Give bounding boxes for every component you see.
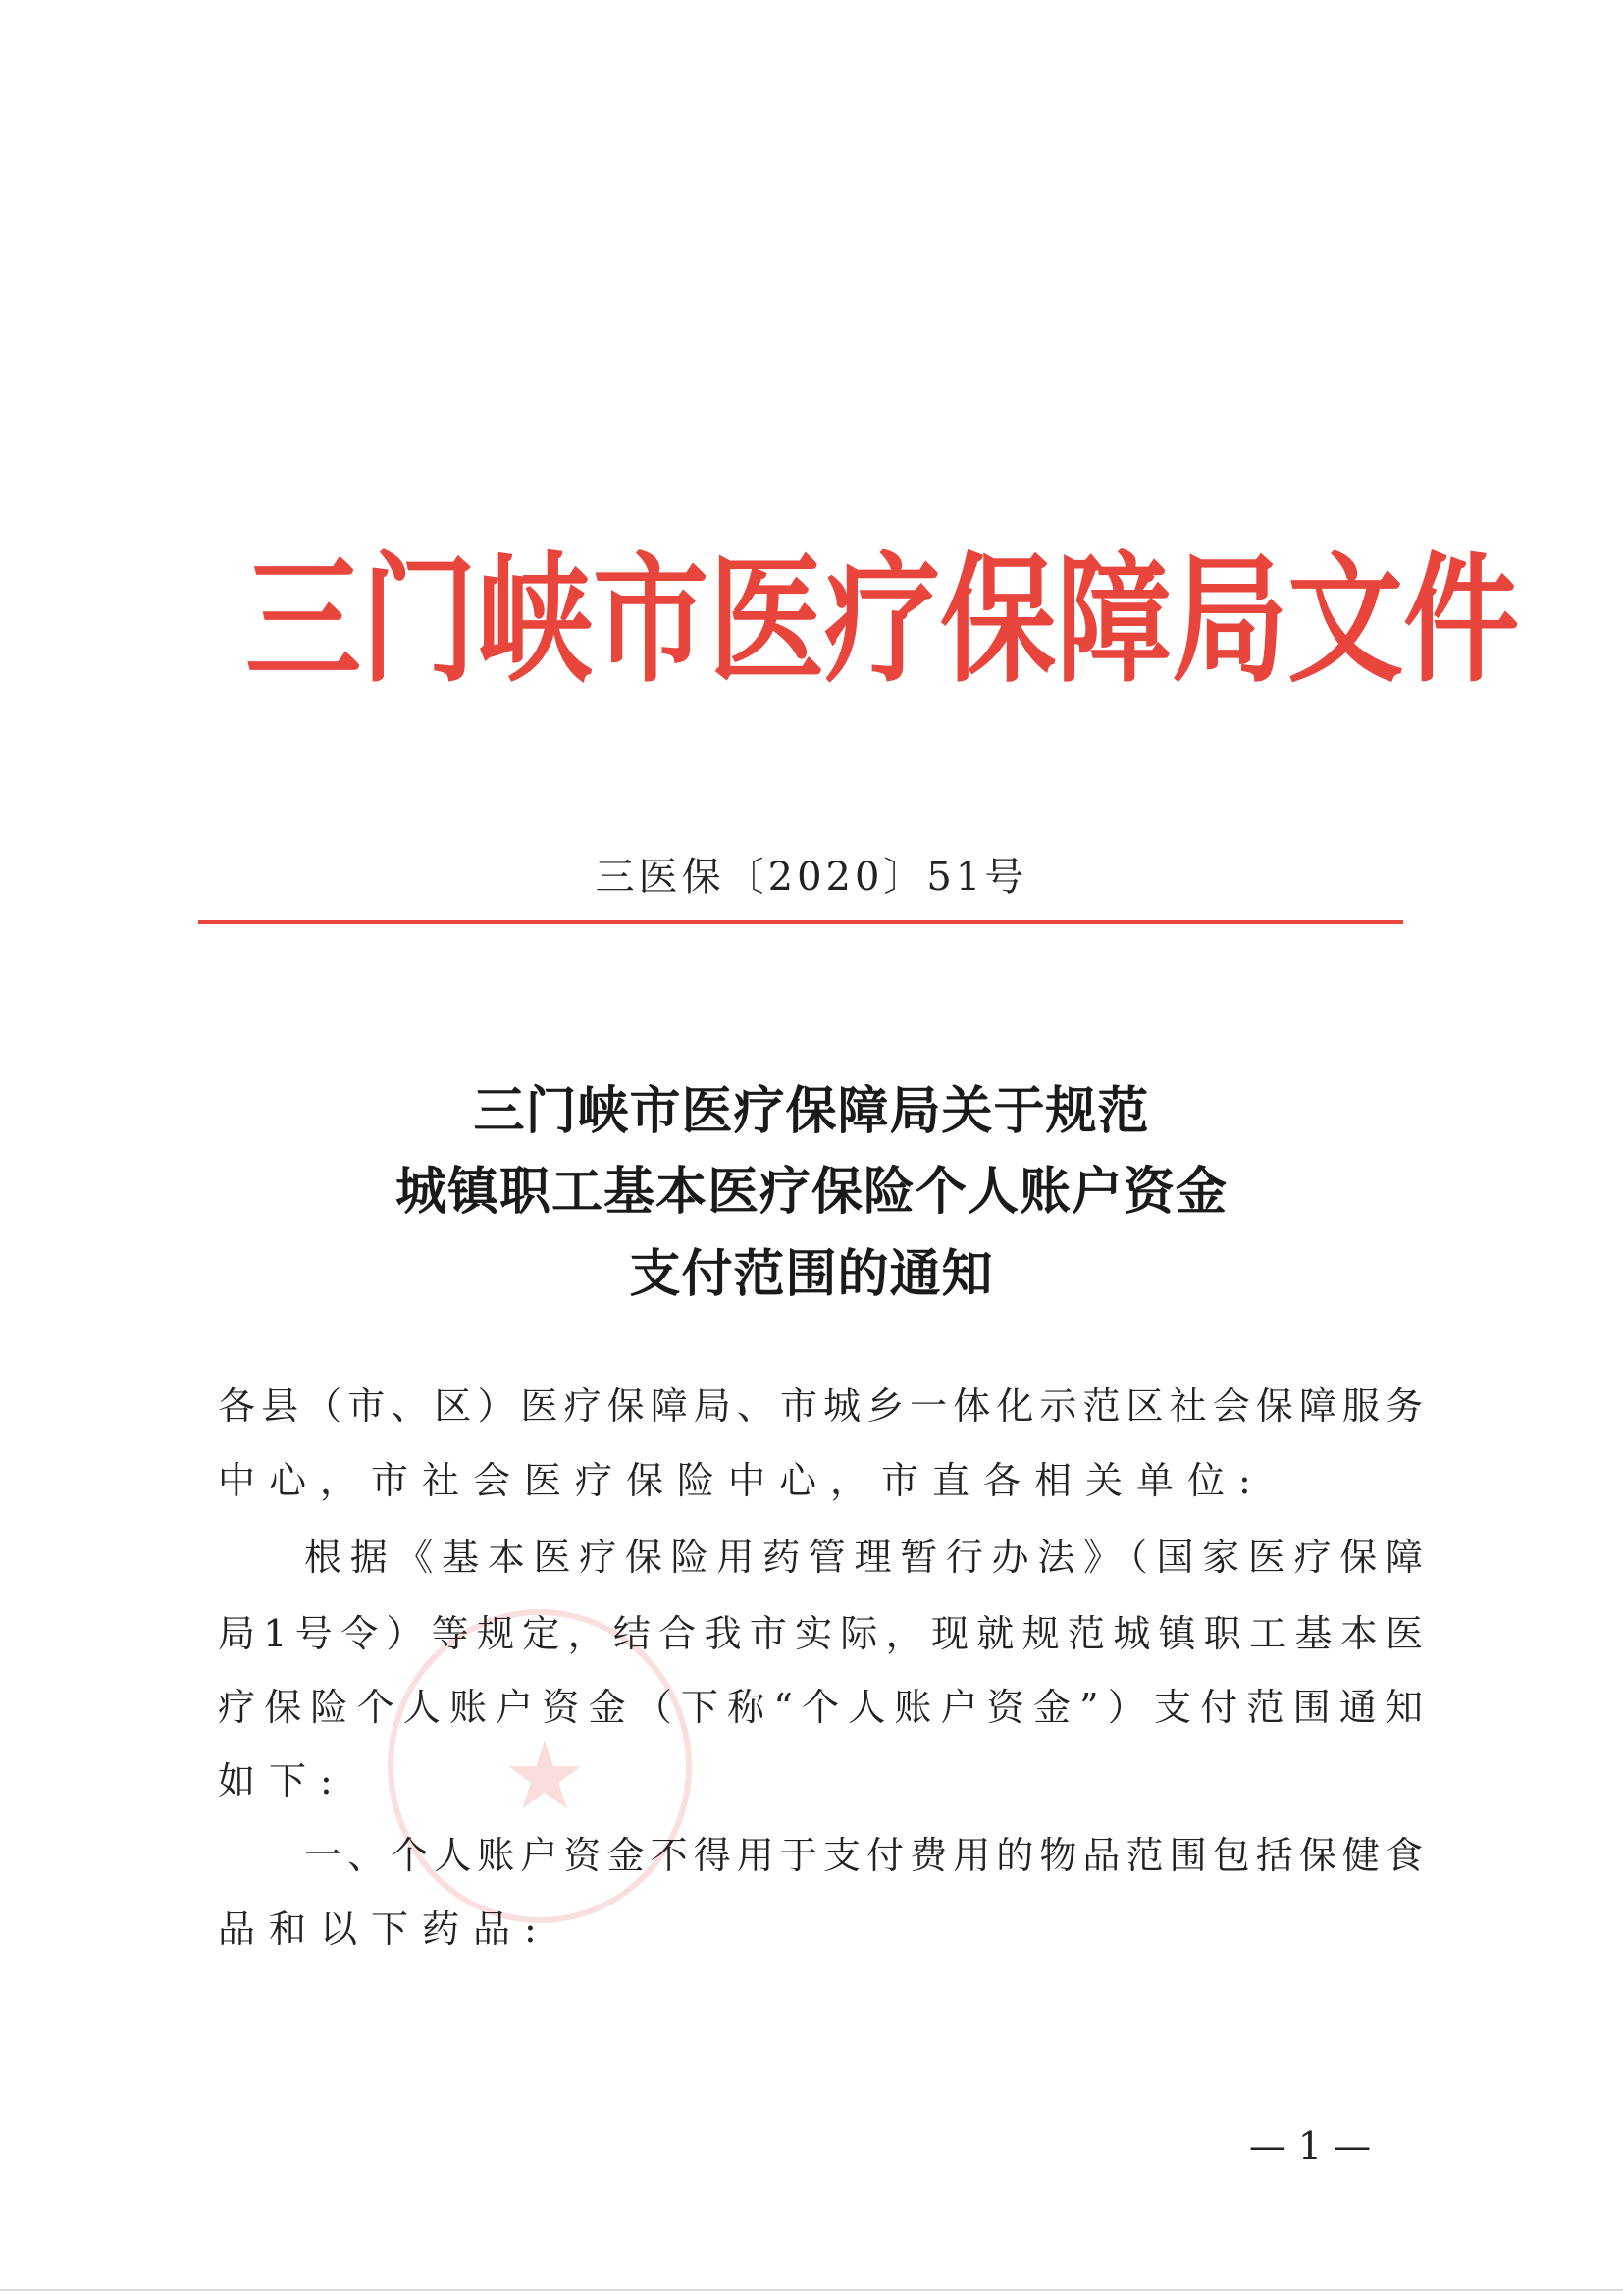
header-char: 保 xyxy=(940,538,1057,702)
body-line: 如下: xyxy=(218,1759,346,1802)
body-line: 品和以下药品: xyxy=(218,1907,550,1951)
header-char: 件 xyxy=(1403,538,1520,702)
body-line: 中心，市社会医疗保险中心，市直各相关单位: xyxy=(218,1459,1265,1502)
header-char: 峡 xyxy=(477,538,594,702)
header-char: 障 xyxy=(1056,538,1173,702)
header-char: 疗 xyxy=(824,538,941,702)
notice-title-line-1: 三门峡市医疗保障局关于规范 xyxy=(473,1081,1150,1141)
body-line: 局1号令）等规定，结合我市实际，现就规范城镇职工基本医 xyxy=(218,1612,1423,1655)
org-header-title xyxy=(245,514,1520,703)
document-number: 三医保〔2020〕51号 xyxy=(595,855,1028,900)
notice-title-line-2: 城镇职工基本医疗保险个人账户资金 xyxy=(394,1162,1228,1222)
body-line: 一、个人账户资金不得用于支付费用的物品范围包括保健食 xyxy=(304,1834,1423,1877)
body-line: 疗保险个人账户资金（下称“个人账户资金”）支付范围通知 xyxy=(218,1686,1423,1729)
header-char: 市 xyxy=(593,538,709,702)
header-char: 门 xyxy=(361,538,478,702)
page-edge-line xyxy=(0,2289,1623,2291)
page-number: — 1 — xyxy=(1248,2124,1372,2167)
body-line: 各县（市、区）医疗保障局、市城乡一体化示范区社会保障服务 xyxy=(218,1384,1423,1428)
header-char: 文 xyxy=(1287,538,1404,702)
header-char: 三 xyxy=(245,538,362,702)
notice-title-line-3: 支付范围的通知 xyxy=(629,1244,994,1304)
seal-star-icon: ★ xyxy=(501,1721,588,1831)
red-divider xyxy=(198,920,1403,924)
header-char: 医 xyxy=(708,538,825,702)
header-char: 局 xyxy=(1172,538,1288,702)
body-line: 根据《基本医疗保险用药管理暂行办法》（国家医疗保障 xyxy=(304,1536,1423,1579)
